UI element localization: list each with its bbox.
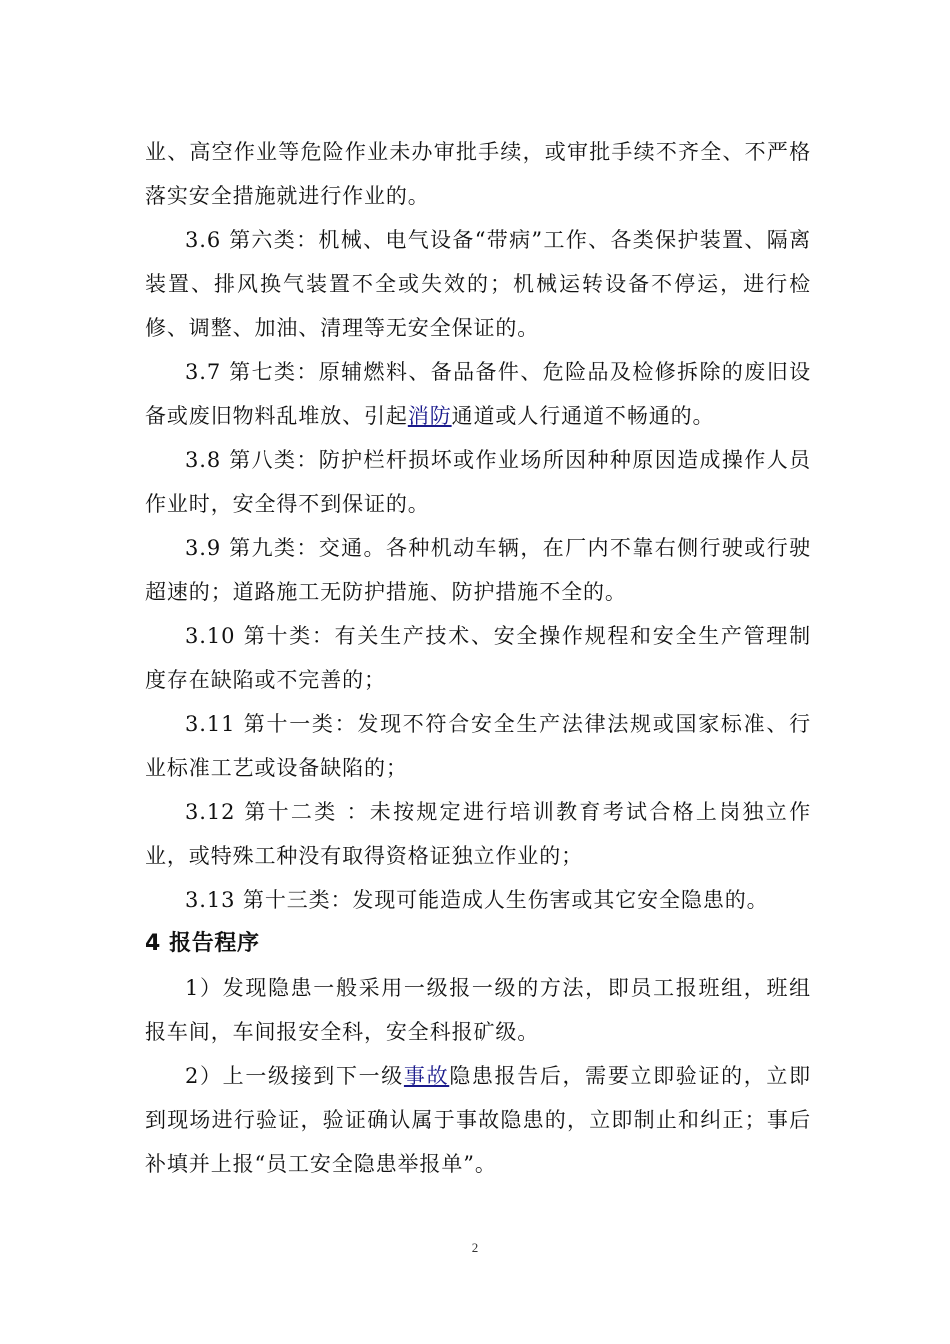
paragraph-3-13: 3.13 第十三类：发现可能造成人生伤害或其它安全隐患的。: [185, 888, 769, 912]
document-body: [145, 130, 811, 1186]
paragraph-3-10: 3.10 第十类：有关生产技术、安全操作规程和安全生产管理制度存在缺陷或不完善的；: [145, 624, 811, 692]
paragraph-3-7-text-after: 通道或人行通道不畅通的。: [451, 404, 715, 428]
paragraph-3-12: 3.12 第十二类 ：未按规定进行培训教育考试合格上岗独立作业，或特殊工种没有取得资格证独立作业的；: [145, 800, 811, 868]
paragraph-3-9: 3.9 第九类：交通。各种机动车辆，在厂内不靠右侧行驶或行驶超速的；道路施工无防护措施、防护措施不全的。: [145, 536, 811, 604]
fire-protection-link[interactable]: 消防: [407, 404, 452, 428]
accident-link[interactable]: 事故: [403, 1064, 450, 1088]
section-4-heading: 4 报告程序: [145, 931, 260, 956]
paragraph-3-8: 3.8 第八类：防护栏杆损坏或作业场所因种种原因造成操作人员作业时，安全得不到保证的。: [145, 448, 811, 516]
paragraph-continued: 业、高空作业等危险作业未办审批手续，或审批手续不齐全、不严格落实安全措施就进行作业的。: [145, 140, 811, 208]
paragraph-3-7: [145, 350, 811, 438]
page-number: 2: [471, 1240, 479, 1255]
report-step-1: 1）发现隐患一般采用一级报一级的方法，即员工报班组，班组报车间，车间报安全科，安全科报矿级。: [145, 976, 811, 1044]
paragraph-3-6: 3.6 第六类：机械、电气设备“带病”工作、各类保护装置、隔离装置、排风换气装置不全或失效的；机械运转设备不停运，进行检修、调整、加油、清理等无安全保证的。: [145, 228, 811, 340]
paragraph-3-11: 3.11 第十一类：发现不符合安全生产法律法规或国家标准、行业标准工艺或设备缺陷的；: [145, 712, 811, 780]
paragraph-3-7-text-before: 3.7 第七类：原辅燃料、备品备件、危险品及检修拆除的废旧设备或废旧物料乱堆放、引起: [145, 360, 811, 428]
report-step-2: [145, 1054, 811, 1186]
report-step-2-text-after: 隐患报告后，需要立即验证的，立即到现场进行验证，验证确认属于事故隐患的，立即制止和纠正；事后补填并上报“员工安全隐患举报单”。: [145, 1064, 811, 1176]
report-step-2-text-before: 2）上一级接到下一级: [185, 1064, 404, 1088]
